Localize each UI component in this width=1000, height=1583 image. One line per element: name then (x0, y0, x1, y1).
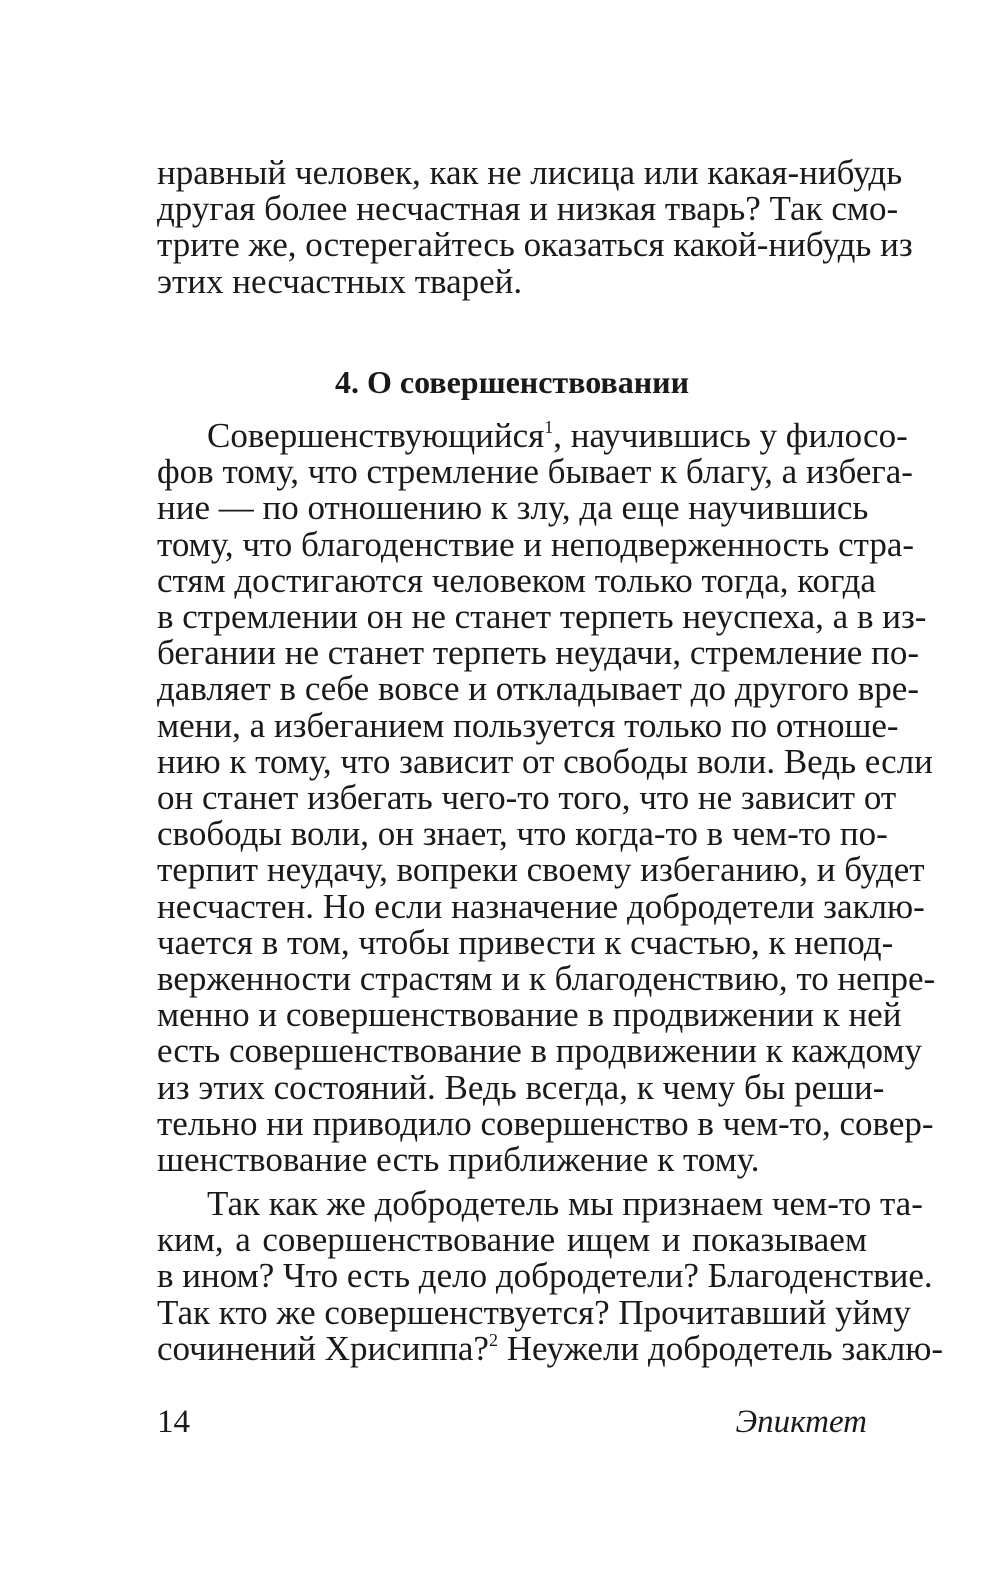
text-fragment: сочинений Хрисиппа? (157, 1328, 489, 1368)
text-fragment: Неужели добродетель заклю- (497, 1328, 944, 1368)
text-line: терпит неудачу, вопреки своему избеганию, и будет (157, 850, 925, 890)
text-line: ким, а совершенствование ищем и показываем (157, 1220, 867, 1260)
footnote-marker: 2 (488, 1329, 498, 1350)
paragraph (157, 1184, 944, 1368)
paragraph (157, 416, 936, 1180)
section-heading: 4. О совершенствовании (334, 364, 689, 400)
text-line: мени, а избеганием пользуется только по отноше- (157, 705, 899, 745)
text-line: Так кто же совершенствуется? Прочитавший уйму (157, 1292, 911, 1332)
text-line: ние — по отношению к злу, да еще научившись (157, 488, 869, 528)
text-line: шенствование есть приближение к тому. (157, 1140, 760, 1180)
continued-paragraph (157, 153, 913, 301)
text-line: этих несчастных тварей. (157, 261, 523, 301)
text-line: верженности страстям и к благоденствию, то непре- (157, 959, 936, 999)
text-line: нию к тому, что зависит от свободы воли. Ведь если (157, 741, 933, 781)
text-line: тому, что благоденствие и неподверженность стра- (157, 524, 915, 564)
text-line: Так как же добродетель мы признаем чем-то та- (207, 1184, 923, 1223)
text-line: в стремлении он не станет терпеть неуспеха, а в из- (157, 597, 927, 637)
text-line: есть совершенствование в продвижении к каждому (157, 1031, 923, 1071)
text-fragment: Совершенствующийся (207, 416, 545, 455)
text-line: менно и совершенствование в продвижении к ней (157, 995, 902, 1035)
text-line: свободы воли, он знает, что когда-то в чем-то по- (157, 814, 888, 854)
text-line: стям достигаются человеком только тогда, когда (157, 560, 876, 600)
text-line: давляет в себе вовсе и откладывает до другого вре- (157, 669, 919, 709)
running-footer-author: Эпиктет (735, 1404, 867, 1440)
text-line: чается в том, чтобы привести к счастью, к непод- (157, 922, 894, 962)
text-line (157, 1328, 944, 1368)
page-number: 14 (157, 1404, 190, 1440)
footnote-marker: 1 (544, 417, 554, 437)
text-line: несчастен. Но если назначение добродетели заклю- (157, 886, 925, 926)
text-line: из этих состояний. Ведь всегда, к чему бы реши- (157, 1067, 885, 1107)
text-line: бегании не станет терпеть неудачи, стремление по- (157, 633, 919, 673)
text-line: другая более несчастная и низкая тварь? Так смо- (157, 189, 899, 229)
text-line: он станет избегать чего-то того, что не зависит от (157, 778, 897, 818)
text-line: фов тому, что стремление бывает к благу, а избега- (157, 452, 913, 492)
text-line: трите же, остерегайтесь оказаться какой-нибудь из (157, 225, 913, 265)
text-line: тельно ни приводило совершенство в чем-то, совер- (157, 1103, 934, 1143)
text-line (157, 416, 908, 455)
text-line: нравный человек, как не лисица или какая-нибудь (157, 153, 903, 192)
text-fragment: , научившись у филосо- (553, 416, 908, 455)
text-line: в ином? Что есть дело добродетели? Благоденствие. (157, 1256, 933, 1296)
